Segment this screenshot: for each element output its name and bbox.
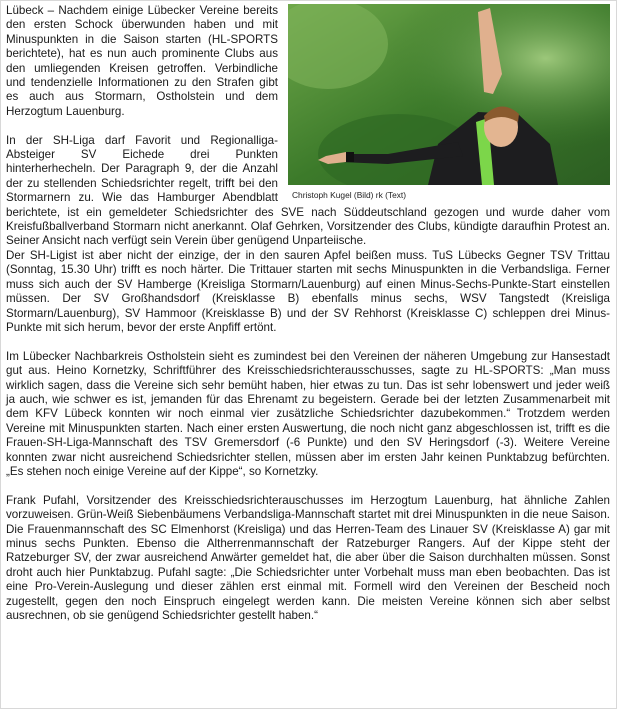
referee-photo-illustration [288, 4, 610, 185]
article-body [6, 4, 610, 638]
paragraph-ostholstein: Im Lübecker Nachbarkreis Ostholstein sieht es zumindest bei den Vereinen der näheren Umgebung zur Hansestadt gut aus. Heino Kornetzky, Schriftführer des Kreisschiedsrichterausschusses, sagte zu HL-SPORTS: „Man muss wirklich sagen, dass die Vereine sich sehr bemüht haben, hier etwas zu tun. Das ist sehr lobenswert und jeder weiß ja auch, wie schwer es ist, jemanden für das Ehrenamt zu begeistern. Gerade bei der letzten Zusammenarbeit mit dem KFV Lübeck konnten wir noch einmal vier zusätzliche Schiedsrichter dazubekommen.“ Trotzdem werden Vereine mit Minuspunkten starten. Nach einer ersten Auswertung, die noch nicht ganz abgeschlossen ist, trifft es die Frauen-SH-Liga-Mannschaft des TSV Gremersdorf (-6 Punkte) und den SV Heringsdorf (-3). Weitere Vereine konnten zwar nicht ausreichend Schiedsrichter stellen, müssen aber im ersten Jahr keinen Punktabzug befürchten. „Es stehen noch einige Vereine auf der Kippe“, so Kornetzky. [6, 349, 610, 478]
paragraph-eichede: In der SH-Liga darf Favorit und Regionalliga-Absteiger SV Eichede drei Punkten hinterherhecheln. Der Paragraph 9, der die Anzahl der zu stellenden Schiedsrichter regelt, trifft bei den Stormarnern zu. Wie das Hamburger Abendblatt berichtete, ist ein gemeldeter Schiedsrichter des SVE nach Süddeutschland gezogen und wurde daher vom Kreisfußballverband Stormarn nicht anerkannt. Olaf Gehrken, Vorsitzender des Clubs, kündigte daraufhin Protest an. Seiner Ansicht nach verfügt sein Verein über genügend Unparteiische. [6, 133, 610, 248]
paragraph-trittau: Der SH-Ligist ist aber nicht der einzige, der in den sauren Apfel beißen muss. TuS Lübecks Gegner TSV Trittau (Sonntag, 15.30 Uhr) trifft es noch härter. Die Trittauer starten mit sechs Minuspunkten in die Verbandsliga. Ferner muss sich auch der SV Hamberge (Kreisliga Stormarn/Lauenburg) auf einen Minus-Sechs-Punkte-Start einstellen müssen. Der SV Großhandsdorf (Kreisklasse B) ebenfalls minus sechs, WSV Tangstedt (Kreisliga Stormarn/Lauenburg), SV Hammoor (Kreisklasse B) und der SV Rehhorst (Kreisklasse C) schleppen drei Minus-Punkte mit sich herum, bevor der erste Anpfiff ertönt. [6, 248, 610, 334]
article-figure [288, 4, 610, 201]
paragraph-lauenburg: Frank Pufahl, Vorsitzender des Kreisschiedsrichterauschusses im Herzogtum Lauenburg, hat ähnliche Zahlen vorzuweisen. Grün-Weiß Siebenbäumens Verbandsliga-Mannschaft startet mit drei Minuspunkten in die neue Saison. Die Frauenmannschaft des SC Elmenhorst (Kreisliga) und das Herren-Team des Linauer SV (Kreisklasse A) gar mit minus sechs Punkten. Ebenso die Altherrenmannschaft der Ratzeburger Rangers. Auf der Kippe steht der Ratzeburger SV, der zwar ausreichend Anwärter gemeldet hat, die aber über die Saison durchhalten müssen. Sonst droht auch hier Punktabzug. Pufahl sagte: „Die Schiedsrichter unter Vorbehalt muss man eben beobachten. Das ist eine Pro-Verein-Auslegung und dieser zählen erst einmal mit. Formell wird den Vereinen der Bescheid noch zugestellt, gegen den noch Einspruch eingelegt werden kann. Die meisten Vereine können sich aber selbst ausrechnen, ob sie genügend Schiedsrichter gestellt haben.“ [6, 493, 610, 623]
referee-photo [288, 4, 610, 185]
paragraph-intro: Lübeck – Nachdem einige Lübecker Vereine bereits den ersten Schock überwunden haben und mit Minuspunkten in die Saison starten (HL-SPORTS berichtete), hat es nun auch prominente Clubs aus den umliegenden Kreisen getroffen. Verbindliche und tendenzielle Informationen zu den Strafen gibt es auch aus Stormarn, Ostholstein und dem Herzogtum Lauenburg. [6, 4, 278, 118]
photo-caption: Christoph Kugel (Bild) rk (Text) [292, 190, 407, 200]
